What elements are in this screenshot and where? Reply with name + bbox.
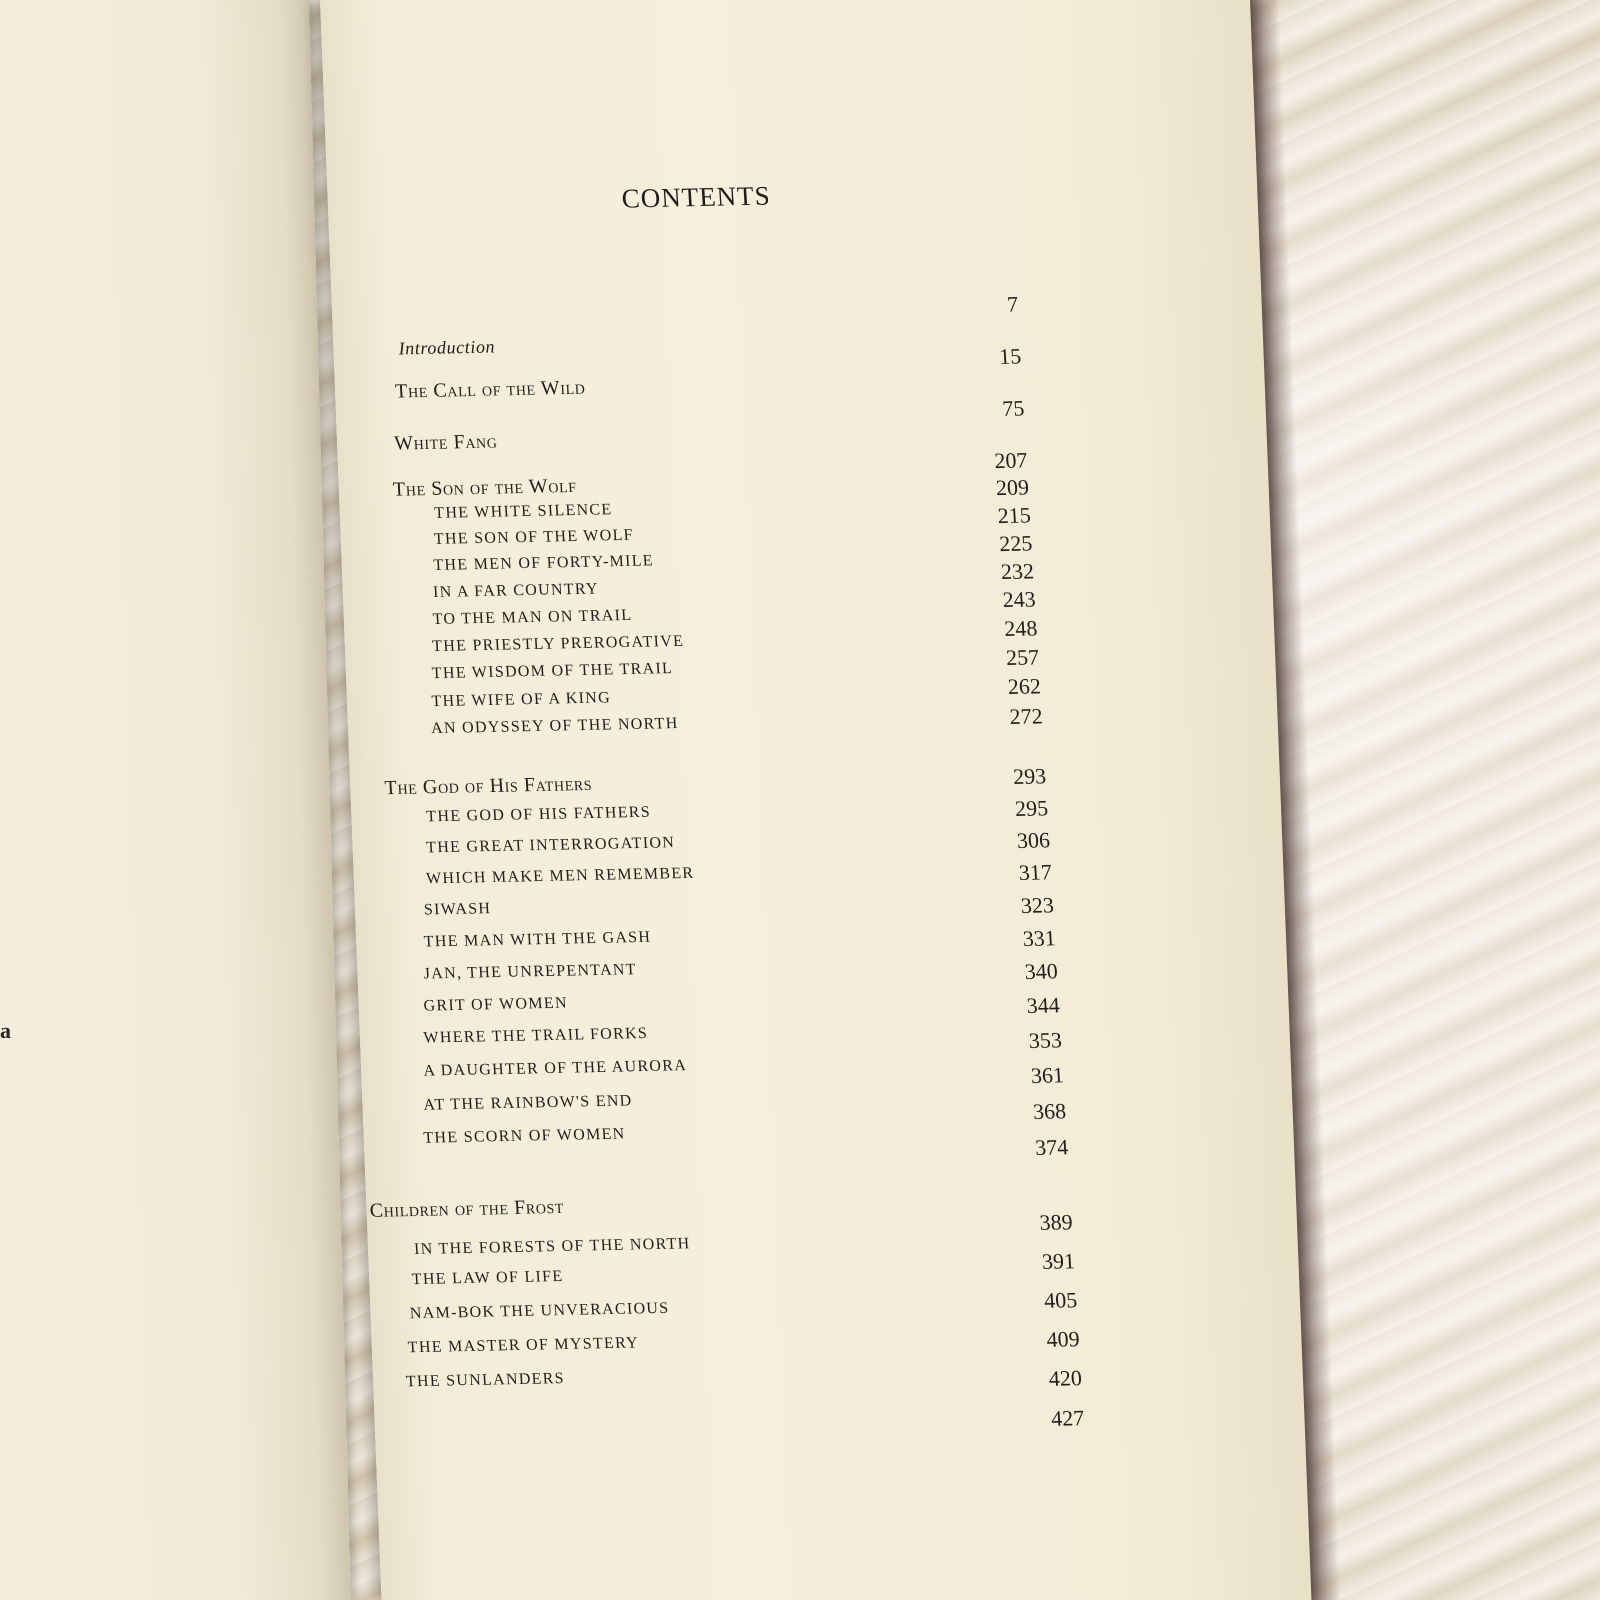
toc-entry-title: The Son of the Wolf [392, 474, 578, 501]
toc-entry-title: TO THE MAN ON TRAIL [432, 606, 633, 629]
toc-entry-title: Children of the Frost [369, 1195, 565, 1222]
toc-entry-page: 248 [1003, 615, 1039, 642]
toc-entry-page: 368 [1032, 1098, 1067, 1124]
toc-entry-page: 391 [1041, 1248, 1076, 1274]
toc-entry-page: 15 [998, 343, 1022, 369]
toc-entry-page: 331 [1022, 925, 1057, 951]
toc-entry-title: The Call of the Wild [394, 376, 587, 403]
toc-entry-title: WHERE THE TRAIL FORKS [423, 1024, 649, 1047]
toc-entry-title: THE SUNLANDERS [405, 1370, 566, 1391]
toc-entry-page: 374 [1034, 1134, 1069, 1160]
toc-entry-title: AN ODYSSEY OF THE NORTH [430, 714, 680, 738]
toc-entry-title: GRIT OF WOMEN [423, 994, 569, 1015]
toc-entry-title: WHICH MAKE MEN REMEMBER [425, 864, 695, 888]
toc-entry-title: JAN, THE UNREPENTANT [423, 961, 638, 983]
toc-entry-page: 75 [1001, 395, 1026, 421]
left-page [0, 0, 351, 1600]
toc-entry-page: 405 [1043, 1287, 1078, 1313]
toc-entry-page: 215 [996, 502, 1032, 529]
toc-entry-page: 340 [1023, 958, 1059, 984]
toc-entry-page: 361 [1030, 1062, 1065, 1088]
toc-list [320, 0, 1311, 1600]
toc-entry-title: THE GOD OF HIS FATHERS [425, 803, 652, 826]
toc-entry-page: 209 [995, 474, 1030, 501]
toc-entry-page: 306 [1016, 827, 1051, 854]
contents-heading: CONTENTS [620, 180, 772, 214]
toc-entry-title: THE MASTER OF MYSTERY [407, 1334, 640, 1357]
toc-entry-page: 272 [1008, 703, 1044, 730]
toc-entry-page: 344 [1025, 992, 1061, 1018]
toc-entry-page: 262 [1007, 673, 1042, 700]
toc-entry-page: 389 [1038, 1209, 1074, 1235]
toc-entry-page: 317 [1018, 859, 1053, 885]
toc-entry-page: 207 [993, 447, 1029, 474]
toc-entry-title: The God of His Fathers [384, 772, 593, 800]
toc-entry-page: 243 [1001, 586, 1037, 613]
toc-entry-title: THE WIFE OF A KING [431, 689, 612, 711]
contents-page [320, 0, 1311, 1600]
toc-entry-title: Introduction [398, 336, 496, 359]
toc-entry-title: THE MEN OF FORTY-MILE [432, 552, 655, 574]
toc-entry-page: 323 [1020, 892, 1055, 918]
toc-entry-title: NAM-BOK THE UNVERACIOUS [409, 1299, 670, 1323]
toc-entry-page: 353 [1028, 1027, 1063, 1053]
toc-entry-page: 427 [1050, 1405, 1085, 1431]
toc-entry-title: IN A FAR COUNTRY [432, 580, 600, 601]
left-page-edge-letter: a [0, 1018, 11, 1043]
toc-entry-page: 293 [1012, 763, 1047, 790]
toc-entry-page: 232 [1000, 558, 1035, 585]
toc-entry-title: IN THE FORESTS OF THE NORTH [413, 1235, 691, 1259]
toc-entry-title: THE PRIESTLY PREROGATIVE [431, 632, 685, 656]
toc-entry-title: AT THE RAINBOW'S END [423, 1092, 633, 1114]
toc-entry-title: THE SCORN OF WOMEN [422, 1125, 627, 1147]
toc-entry-title: THE WHITE SILENCE [433, 501, 613, 522]
toc-entry-title: SIWASH [423, 900, 492, 919]
toc-entry-page: 409 [1045, 1326, 1081, 1352]
toc-entry-title: THE MAN WITH THE GASH [423, 928, 652, 951]
toc-entry-title: THE LAW OF LIFE [411, 1267, 564, 1289]
toc-entry-page: 7 [1006, 291, 1019, 317]
toc-entry-title: White Fang [393, 430, 499, 455]
toc-entry-page: 295 [1014, 795, 1049, 822]
toc-entry-title: A DAUGHTER OF THE AURORA [422, 1057, 688, 1080]
toc-entry-title: THE WISDOM OF THE TRAIL [431, 660, 674, 683]
contents-page-content [320, 0, 1311, 1600]
toc-entry-title: THE GREAT INTERROGATION [425, 834, 676, 857]
toc-entry-title: THE SON OF THE WOLF [433, 526, 635, 548]
toc-entry-page: 225 [998, 530, 1034, 557]
toc-entry-page: 257 [1005, 644, 1040, 671]
toc-entry-page: 420 [1048, 1365, 1083, 1391]
